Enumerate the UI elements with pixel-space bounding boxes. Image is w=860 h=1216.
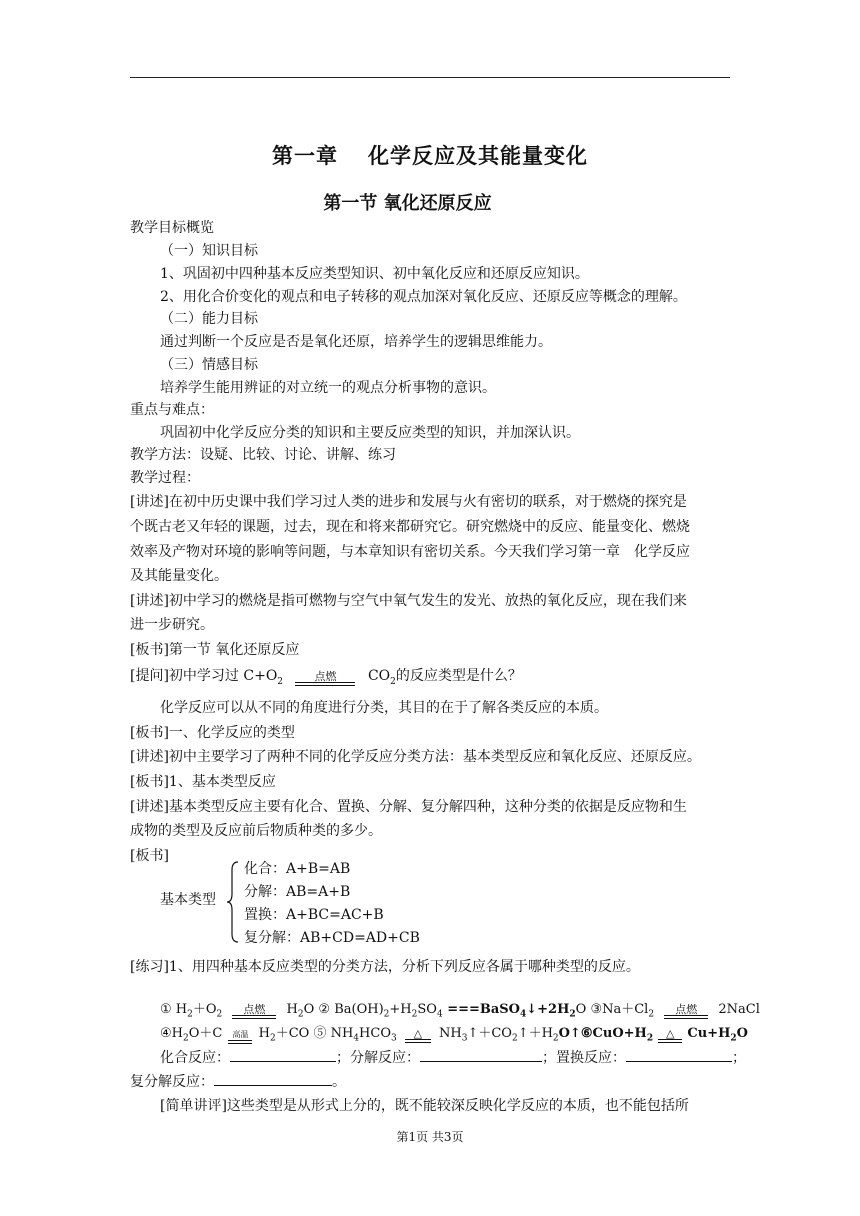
answer-line-2: 复分解反应： 。 bbox=[130, 1071, 346, 1092]
text-line: 教学过程： bbox=[130, 470, 200, 486]
ignite-condition: 点燃 bbox=[295, 671, 355, 686]
chapter-title bbox=[0, 140, 860, 170]
text-line: 效率及产物对环境的影响等问题，与本章知识有密切关系。今天我们学习第一章 化学反应 bbox=[130, 544, 690, 560]
text-line: 1、巩固初中四种基本反应类型知识、初中氧化反应和还原反应知识。 bbox=[160, 266, 589, 282]
chapter-name: 化学反应及其能量变化 bbox=[368, 144, 588, 168]
text-line: 重点与难点： bbox=[130, 402, 214, 418]
reaction-line-2: $④H_2O+C$ 高温 $H_2+CO$ ⑤ $NH_4HCO_3$ △ $NH_3↑+CO_2↑+H_2O↑⑥CuO+H_2$ △ $Cu+H_2O$ bbox=[160, 1026, 748, 1044]
text-line: （一）知识目标 bbox=[160, 243, 258, 259]
text-line: [板书]第一节 氧化还原反应 bbox=[130, 642, 300, 658]
text-line: 化学反应可以从不同的角度进行分类，其目的在于了解各类反应的本质。 bbox=[160, 700, 608, 716]
text-line: 通过判断一个反应是否是氧化还原，培养学生的逻辑思维能力。 bbox=[160, 334, 552, 350]
reaction-line-1: ① $H_2+O_2$ 点燃 $H_2O$ ② $Ba(OH)_2+H_2SO_4$ $===BaSO_4↓+2H_2O$ $③Na+Cl_2$ 点燃 2NaCl bbox=[160, 1002, 760, 1020]
answer-blank-combination[interactable] bbox=[230, 1047, 336, 1062]
text-line: [讲述]初中主要学习了两种不同的化学反应分类方法：基本类型反应和氧化反应、还原反应。 bbox=[130, 749, 701, 765]
type-item: 置换：A+BC=AC+B bbox=[244, 907, 384, 923]
text-line: [讲述]初中学习的燃烧是指可燃物与空气中氧气发生的发光、放热的氧化反应，现在我们来 bbox=[130, 593, 687, 609]
text-line: 培养学生能用辨证的对立统一的观点分析事物的意识。 bbox=[160, 380, 496, 396]
type-item: 分解：AB=A+B bbox=[244, 884, 351, 900]
text-line: 教学目标概览 bbox=[130, 220, 214, 236]
header-rule bbox=[130, 77, 730, 78]
text-line: （二）能力目标 bbox=[160, 311, 258, 327]
high-temp-condition: 高温 bbox=[228, 1029, 252, 1044]
question-line: [提问]初中学习过 $C+O_2$ 点燃 $CO_2$的反应类型是什么？ bbox=[130, 668, 522, 687]
basic-type-label: 基本类型 bbox=[160, 892, 216, 908]
text-line: [板书]1、基本类型反应 bbox=[130, 774, 276, 790]
ignite-condition: 点燃 bbox=[232, 1004, 276, 1019]
text-line: [板书] bbox=[130, 848, 169, 864]
text-line: 个既古老又年轻的课题，过去，现在和将来都研究它。研究燃烧中的反应、能量变化、燃烧 bbox=[130, 519, 690, 535]
text-line: 巩固初中化学反应分类的知识和主要反应类型的知识，并加深认识。 bbox=[160, 425, 580, 441]
answer-line-1: 化合反应： ；分解反应： ；置换反应： ； bbox=[160, 1047, 746, 1068]
answer-blank-displacement[interactable] bbox=[626, 1047, 732, 1062]
heat-condition: △ bbox=[405, 1028, 431, 1043]
heat-condition: △ bbox=[658, 1028, 682, 1043]
text-line: （三）情感目标 bbox=[160, 357, 258, 373]
text-line: [讲述]在初中历史课中我们学习过人类的进步和发展与火有密切的联系，对于燃烧的探究是 bbox=[130, 494, 687, 510]
text-line: [练习]1、用四种基本反应类型的分类方法，分析下列反应各属于哪种类型的反应。 bbox=[130, 959, 640, 975]
text-line: [简单讲评]这些类型是从形式上分的，既不能较深反映化学反应的本质，也不能包括所 bbox=[160, 1098, 689, 1114]
text-line: 2、用化合价变化的观点和电子转移的观点加深对氧化反应、还原反应等概念的理解。 bbox=[160, 289, 687, 305]
section-title: 第一节 氧化还原反应 bbox=[323, 193, 492, 214]
text-line: 成物的类型及反应前后物质种类的多少。 bbox=[130, 823, 382, 839]
text-line: [讲述]基本类型反应主要有化合、置换、分解、复分解四种，这种分类的依据是反应物和生 bbox=[130, 799, 687, 815]
type-item: 复分解：AB+CD=AD+CB bbox=[244, 930, 420, 946]
text-line: 及其能量变化。 bbox=[130, 568, 228, 584]
text-line: 教学方法：设疑、比较、讨论、讲解、练习 bbox=[130, 447, 396, 463]
ignite-condition: 点燃 bbox=[664, 1004, 708, 1019]
answer-blank-double-decomposition[interactable] bbox=[214, 1071, 332, 1086]
brace-icon bbox=[226, 860, 240, 944]
type-item: 化合：A+B=AB bbox=[244, 861, 351, 877]
text-line: [板书]一、化学反应的类型 bbox=[130, 725, 295, 741]
chapter-number: 第一章 bbox=[272, 144, 338, 168]
page-footer: 第1页 共3页 bbox=[396, 1130, 464, 1144]
answer-blank-decomposition[interactable] bbox=[420, 1047, 542, 1062]
text-line: 进一步研究。 bbox=[130, 617, 214, 633]
